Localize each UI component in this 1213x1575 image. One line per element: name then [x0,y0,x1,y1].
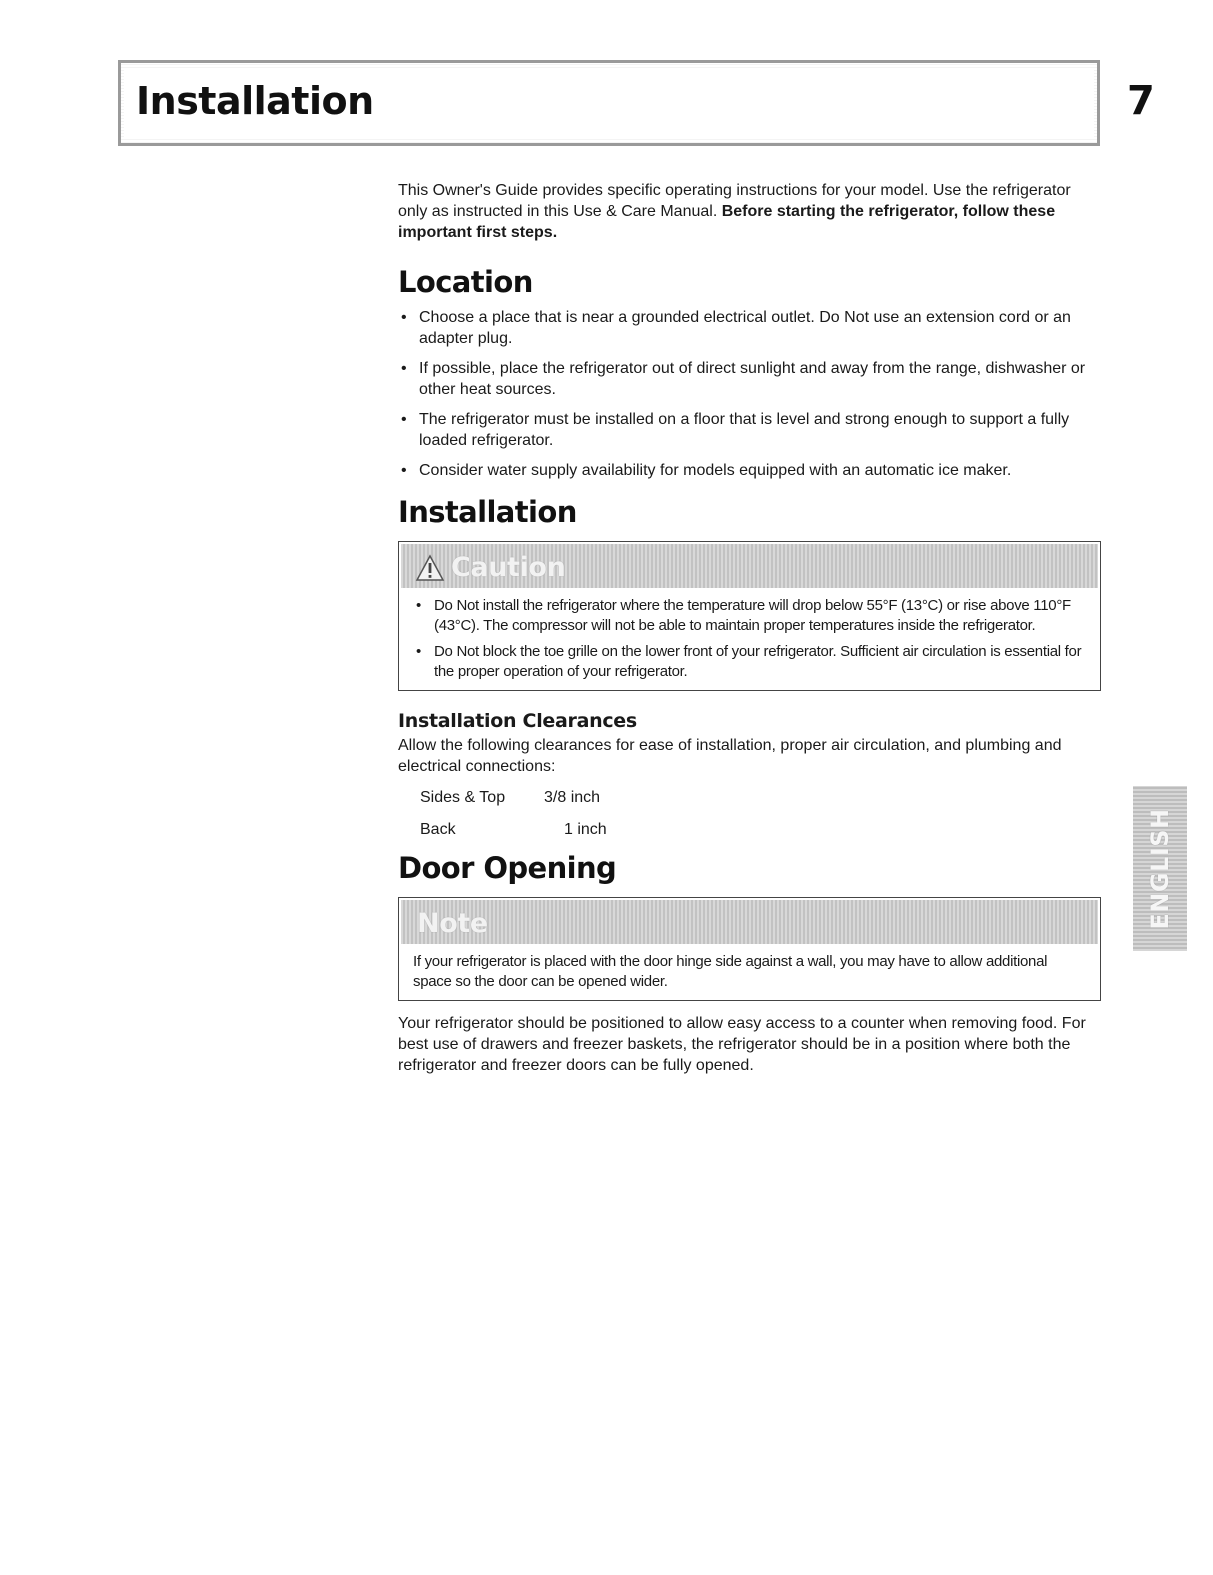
door-opening-heading: Door Opening [398,851,617,885]
list-item: • If possible, place the refrigerator out of direct sunlight and away from the range, dishwasher or other heat sources. [398,358,1103,400]
clearances-heading: Installation Clearances [398,710,637,732]
installation-heading: Installation [398,495,577,529]
caution-box [398,541,1101,691]
list-item: • Choose a place that is near a grounded electrical outlet. Do Not use an extension cord or an adapter plug. [398,307,1103,349]
clearance-value: 1 inch [564,821,607,838]
caution-title: Caution [451,552,566,583]
door-opening-text: Your refrigerator should be positioned to allow easy access to a counter when removing food. For best use of drawers and freezer baskets, the refrigerator should be in a position where both the refrigerator and freezer doors can be fully opened. [398,1015,1086,1074]
note-header [401,900,1098,944]
note-title: Note [417,908,488,939]
warning-triangle-icon [415,554,445,582]
list-item: • Do Not install the refrigerator where the temperature will drop below 55°F (13°C) or rise above 110°F (43°C). The compressor will not be able to maintain proper temperatures inside the refrigerator. [413,596,1086,636]
main-content [398,180,1103,1088]
location-heading: Location [398,265,533,299]
location-list [398,307,1103,481]
caution-body [399,590,1100,690]
clearance-label: Sides & Top [420,789,506,806]
note-body [399,946,1100,1000]
clearances-table [420,787,1103,840]
caution-header [401,544,1098,588]
list-item: • Do Not block the toe grille on the lower front of your refrigerator. Sufficient air circulation is essential for the proper operation of your refrigerator. [413,642,1086,682]
language-tab-label: ENGLISH [1146,807,1174,930]
page-number: 7 [1127,78,1155,124]
clearance-value: 3/8 inch [544,789,601,806]
list-item: • The refrigerator must be installed on a floor that is level and strong enough to support a fully loaded refrigerator. [398,409,1103,451]
intro-bold-text: Before starting the refrigerator, follow these important first steps. [398,203,1056,241]
intro-paragraph [398,180,1103,243]
language-tab [1133,786,1187,951]
intro-text: This Owner's Guide provides specific operating instructions for your model. Use the refrigerator only as instructed in this Use & Care Manual. [398,182,1071,220]
list-item: • Consider water supply availability for models equipped with an automatic ice maker. [398,460,1103,481]
table-row [420,787,1103,808]
page-title: Installation [136,79,374,123]
note-box [398,897,1101,1001]
clearance-label: Back [420,821,456,838]
clearances-text: Allow the following clearances for ease of installation, proper air circulation, and plumbing and electrical connections: [398,737,1062,775]
table-row [420,819,1103,840]
note-text: If your refrigerator is placed with the door hinge side against a wall, you may have to allow additional space so the door can be opened wider. [413,953,1048,990]
caution-list [413,596,1086,682]
